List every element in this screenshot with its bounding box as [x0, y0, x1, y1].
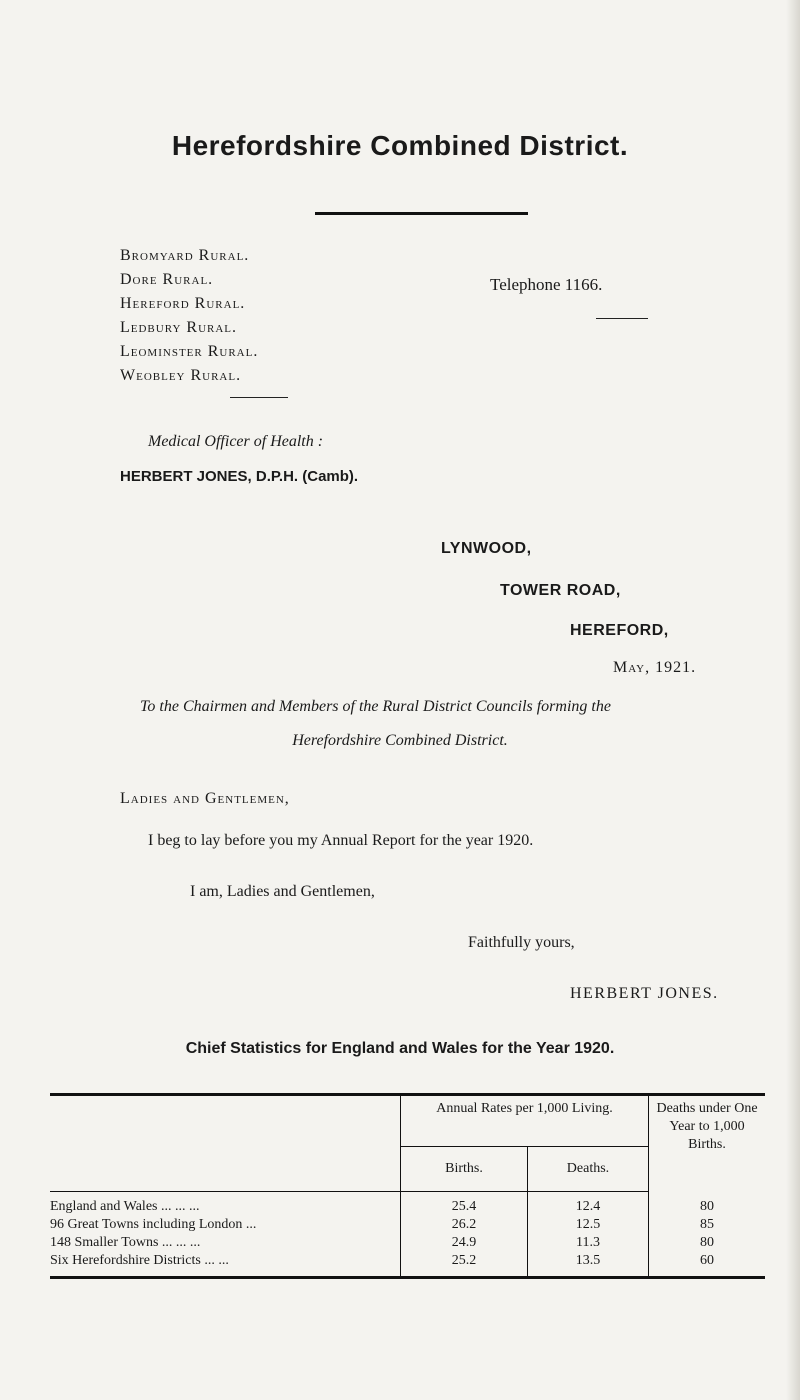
- header-births: Births.: [401, 1147, 528, 1192]
- letter-body-2: I am, Ladies and Gentlemen,: [190, 883, 375, 900]
- salutation: Ladies and Gentlemen,: [120, 790, 290, 807]
- row-infant-deaths: 60: [700, 1253, 714, 1268]
- district-item: Hereford Rural.: [120, 295, 246, 312]
- row-label: England and Wales ... ... ...: [50, 1199, 200, 1214]
- row-births: 25.2: [401, 1252, 528, 1278]
- header-blank: [50, 1095, 401, 1192]
- section-rule: [230, 397, 288, 398]
- header-rates-group: Annual Rates per 1,000 Living.: [401, 1095, 649, 1147]
- address-line-3: HEREFORD,: [570, 622, 669, 639]
- row-label: 148 Smaller Towns ... ... ...: [50, 1235, 201, 1250]
- stats-title: Chief Statistics for England and Wales for the Year 1920.: [185, 1040, 615, 1057]
- header-deaths-under-one: Deaths under One Year to 1,000 Births.: [656, 1101, 758, 1152]
- district-item: Bromyard Rural.: [120, 247, 250, 264]
- row-deaths: 11.3: [528, 1234, 649, 1252]
- medical-officer-name: HERBERT JONES, D.P.H. (Camb).: [120, 468, 359, 485]
- table-header-row: [50, 1095, 765, 1147]
- row-deaths: 13.5: [528, 1252, 649, 1278]
- address-line-2: TOWER ROAD,: [500, 582, 621, 599]
- page-title: Herefordshire Combined District.: [171, 130, 629, 161]
- table-row: [50, 1252, 765, 1278]
- row-label: 96 Great Towns including London ...: [50, 1217, 257, 1232]
- row-births: 24.9: [401, 1234, 528, 1252]
- letter-body-1: I beg to lay before you my Annual Report for the year 1920.: [148, 832, 534, 849]
- address-line-1: LYNWOOD,: [441, 540, 532, 557]
- letter-date: May, 1921.: [613, 659, 697, 676]
- telephone-rule: [596, 318, 648, 319]
- title-rule: [315, 212, 528, 215]
- table-row: [50, 1192, 765, 1217]
- district-item: Leominster Rural.: [120, 343, 259, 360]
- row-label: Six Herefordshire Districts ... ...: [50, 1253, 229, 1268]
- row-infant-deaths: 85: [700, 1217, 714, 1232]
- addressee-line-2: Herefordshire Combined District.: [292, 732, 508, 749]
- district-item: Weobley Rural.: [120, 367, 242, 384]
- row-infant-deaths: 80: [700, 1198, 714, 1214]
- medical-officer-caption: Medical Officer of Health :: [148, 433, 324, 450]
- telephone-number: Telephone 1166.: [490, 275, 603, 294]
- table-row: [50, 1234, 765, 1252]
- table-row: [50, 1216, 765, 1234]
- row-deaths: 12.5: [528, 1216, 649, 1234]
- row-births: 25.4: [401, 1192, 528, 1217]
- header-deaths: Deaths.: [528, 1147, 649, 1192]
- row-births: 26.2: [401, 1216, 528, 1234]
- addressee-line-1: To the Chairmen and Members of the Rural District Councils forming the: [140, 698, 611, 715]
- signature: HERBERT JONES.: [570, 985, 719, 1002]
- stats-table: [50, 1093, 765, 1279]
- row-infant-deaths: 80: [700, 1235, 714, 1250]
- row-deaths: 12.4: [528, 1192, 649, 1217]
- district-item: Dore Rural.: [120, 271, 214, 288]
- district-list: [120, 244, 258, 388]
- letter-closing: Faithfully yours,: [468, 934, 575, 951]
- district-item: Ledbury Rural.: [120, 319, 238, 336]
- page-edge-shadow: [786, 0, 800, 1400]
